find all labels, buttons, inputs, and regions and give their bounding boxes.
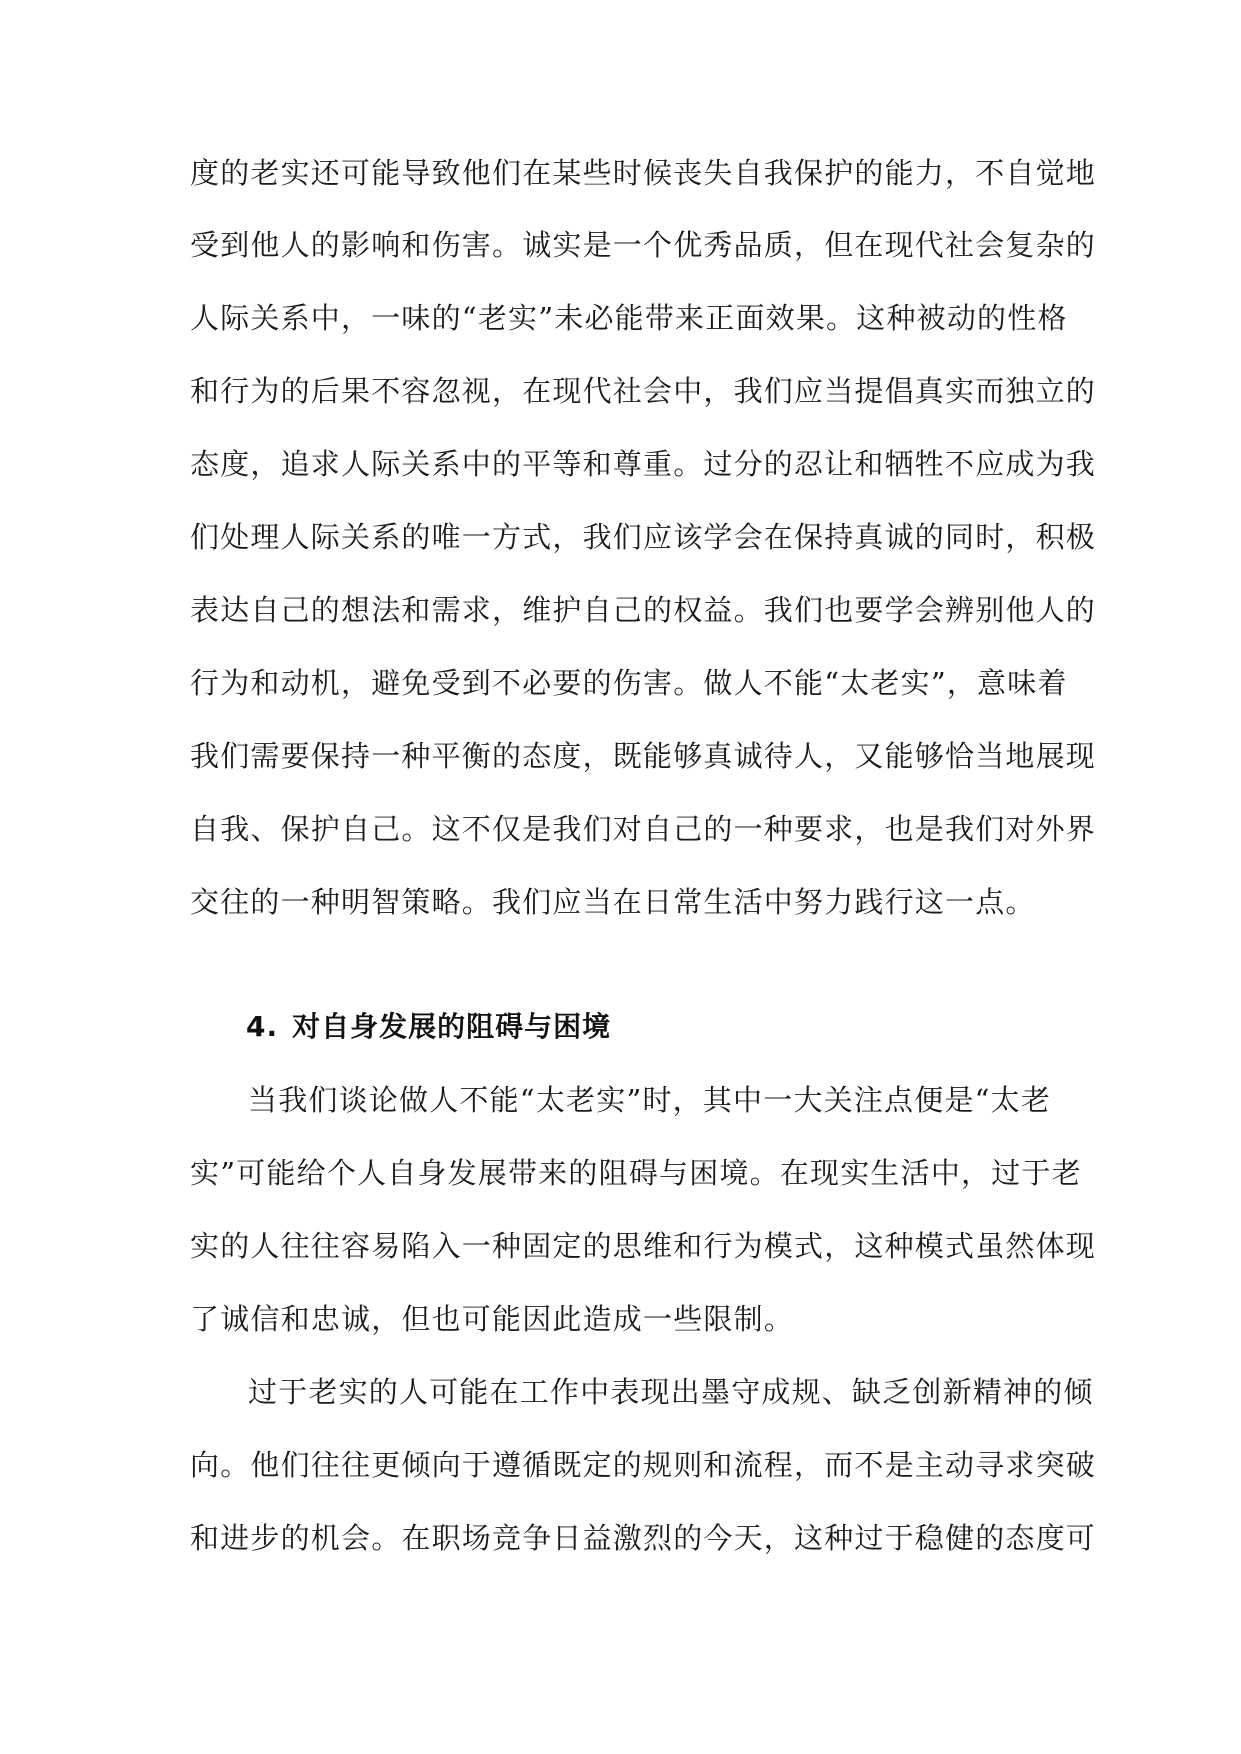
paragraph-line: 向。他们往往更倾向于遵循既定的规则和流程，而不是主动寻求突破 [190, 1448, 1097, 1482]
paragraph-line: 们处理人际关系的唯一方式，我们应该学会在保持真诚的同时，积极 [190, 520, 1097, 554]
paragraph-line: 人际关系中，一味的“老实”未必能带来正面效果。这种被动的性格 [190, 301, 1068, 335]
paragraph-line: 和行为的后果不容忽视，在现代社会中，我们应当提倡真实而独立的 [190, 374, 1097, 408]
section-heading [246, 1007, 611, 1047]
paragraph-line: 过于老实的人可能在工作中表现出墨守成规、缺乏创新精神的倾 [248, 1375, 1094, 1409]
paragraph-line: 自我、保护自己。这不仅是我们对自己的一种要求，也是我们对外界 [190, 812, 1097, 846]
paragraph-line: 行为和动机，避免受到不必要的伤害。做人不能“太老实”，意味着 [190, 666, 1068, 700]
paragraph-line: 我们需要保持一种平衡的态度，既能够真诚待人，又能够恰当地展现 [190, 739, 1097, 773]
paragraph-line: 受到他人的影响和伤害。诚实是一个优秀品质，但在现代社会复杂的 [190, 228, 1097, 262]
paragraph-line: 当我们谈论做人不能“太老实”时，其中一大关注点便是“太老 [248, 1083, 1052, 1117]
paragraph-line: 度的老实还可能导致他们在某些时候丧失自我保护的能力，不自觉地 [190, 156, 1097, 190]
paragraph-line: 实的人往往容易陷入一种固定的思维和行为模式，这种模式虽然体现 [190, 1229, 1097, 1263]
paragraph-line: 表达自己的想法和需求，维护自己的权益。我们也要学会辨别他人的 [190, 593, 1097, 627]
paragraph-line: 交往的一种明智策略。我们应当在日常生活中努力践行这一点。 [190, 885, 1036, 919]
paragraph-line: 了诚信和忠诚，但也可能因此造成一些限制。 [190, 1302, 795, 1336]
paragraph-line: 实”可能给个人自身发展带来的阻碍与困境。在现实生活中，过于老 [190, 1156, 1082, 1190]
section-title: 对自身发展的阻碍与困境 [292, 1010, 612, 1043]
paragraph-line: 态度，追求人际关系中的平等和尊重。过分的忍让和牺牲不应成为我 [190, 447, 1097, 481]
paragraph-line: 和进步的机会。在职场竞争日益激烈的今天，这种过于稳健的态度可 [190, 1521, 1097, 1555]
section-number: 4. [246, 1010, 279, 1043]
